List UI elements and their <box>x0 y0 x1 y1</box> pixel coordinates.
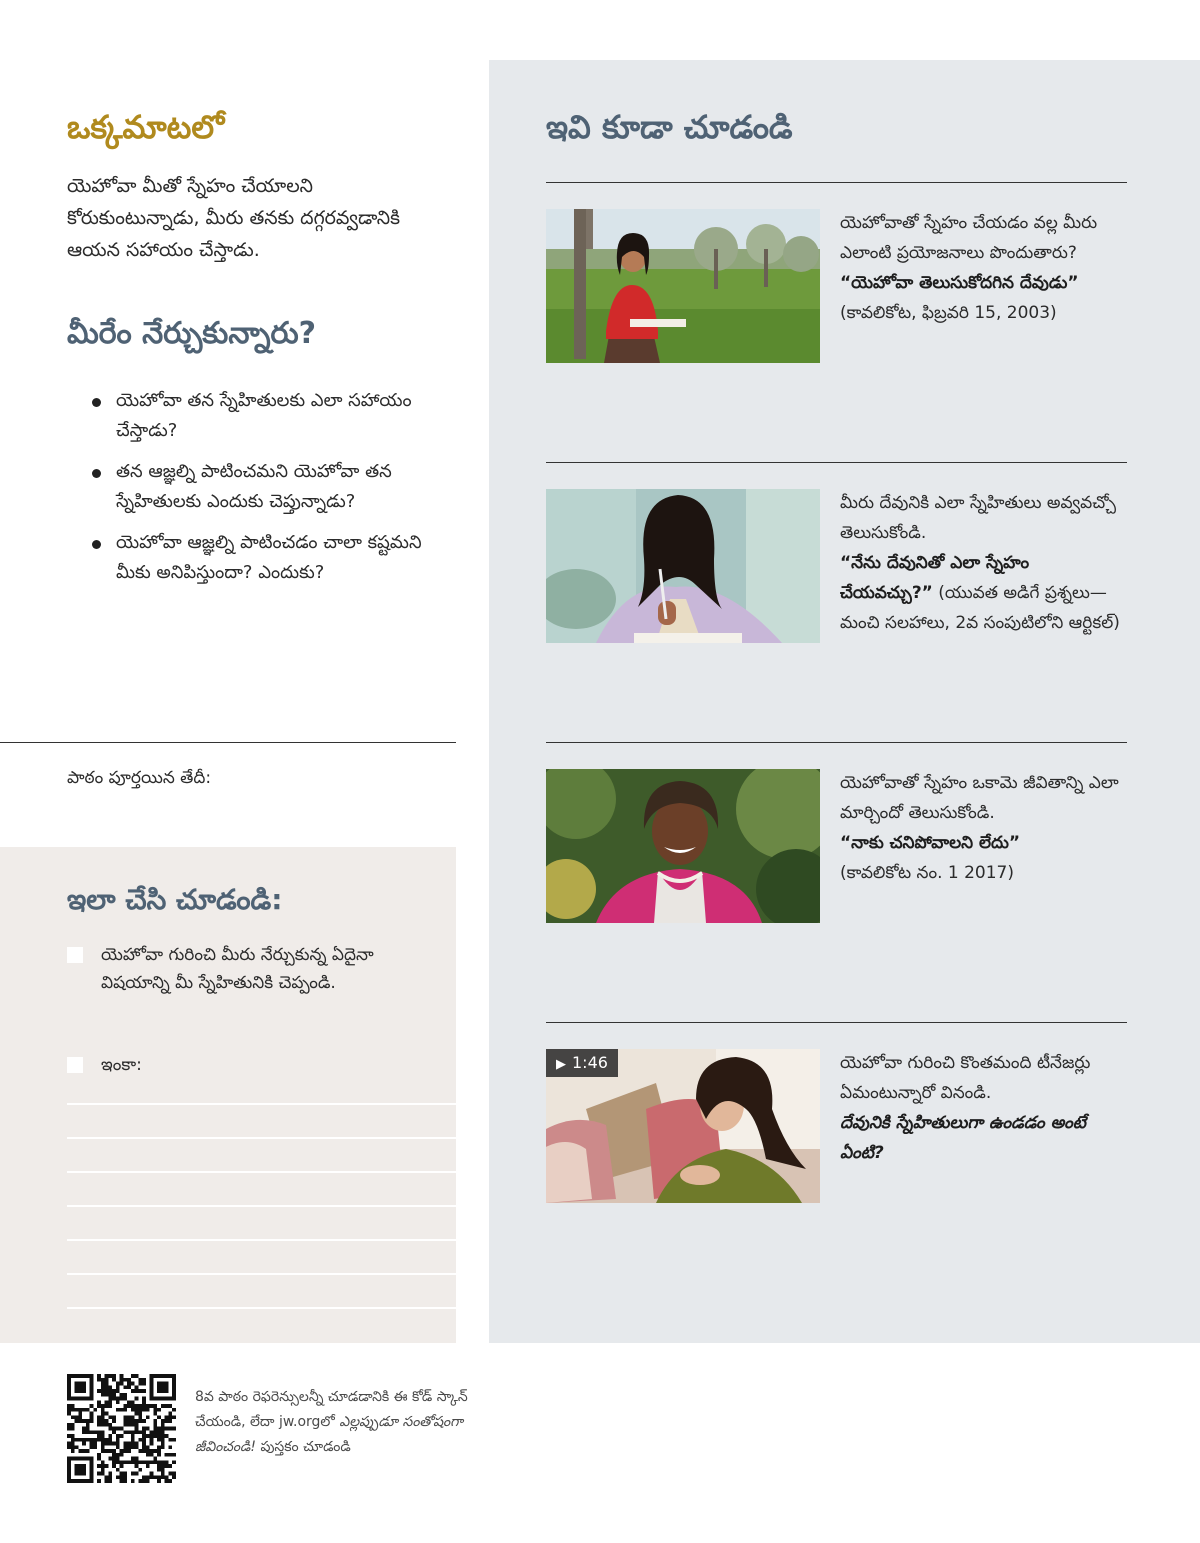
review-question <box>92 457 448 517</box>
try-item-text: యెహోవా గురించి మీరు నేర్చుకున్న ఏదైనా విషయాన్ని మీ స్నేహితునికి చెప్పండి. <box>101 945 374 993</box>
lesson-completed-date-label: పాఠం పూర్తయిన తేదీ: <box>67 768 212 788</box>
footer-note <box>195 1385 495 1460</box>
writing-line[interactable] <box>67 1171 456 1173</box>
try-item-text: ఇంకా: <box>101 1055 142 1075</box>
try-this-heading: ఇలా చేసి చూడండి: <box>67 883 283 916</box>
divider <box>546 182 1127 183</box>
try-item <box>67 941 401 997</box>
learned-heading: మీరేం నేర్చుకున్నారు? <box>67 316 317 351</box>
writing-line[interactable] <box>67 1103 456 1105</box>
footer-book-title: ఎల్లప్పుడూ సంతోషంగా జీవించండి! <box>195 1414 464 1455</box>
writing-line[interactable] <box>67 1137 456 1139</box>
play-icon: ▶ <box>556 1057 566 1072</box>
bullet-icon <box>92 398 101 407</box>
reference-description: మీరు దేవునికి ఎలా స్నేహితులు అవ్వవచ్చో తెలుసుకోండి. <box>840 493 1117 543</box>
review-question-text: యెహోవా ఆజ్ఞల్ని పాటించడం చాలా కష్టమని మీకు అనిపిస్తుందా? ఎందుకు? <box>116 532 422 583</box>
divider <box>0 742 456 743</box>
video-duration-badge <box>546 1049 618 1077</box>
reference-title-link[interactable]: “నాకు చనిపోవాలని లేదు” <box>840 833 1021 853</box>
reference-text <box>840 768 1120 888</box>
try-this-panel <box>0 847 456 1343</box>
reference-title-link[interactable]: “నేను దేవునితో ఎలా స్నేహం చేయవచ్చు?” <box>840 553 1030 603</box>
reference-description: యెహోవా గురించి కొంతమంది టీనేజర్లు ఏమంటున్నారో వినండి. <box>840 1053 1091 1103</box>
reference-text <box>840 1048 1120 1168</box>
see-also-heading: ఇవి కూడా చూడండి <box>546 108 793 146</box>
reference-source: (యువత అడిగే ప్రశ్నలు—మంచి సలహాలు, 2వ సంపుటిలోని ఆర్టికల్) <box>840 583 1120 633</box>
try-item-other <box>67 1051 401 1079</box>
divider <box>546 1022 1127 1023</box>
reference-image-smiling-woman[interactable] <box>546 769 820 923</box>
reference-description: యెహోవాతో స్నేహం ఒకామె జీవితాన్ని ఎలా మార్చిందో తెలుసుకోండి. <box>840 773 1119 823</box>
divider <box>546 462 1127 463</box>
reference-description: యెహోవాతో స్నేహం చేయడం వల్ల మీరు ఎలాంటి ప్రయోజనాలు పొందుతారు? <box>840 213 1098 263</box>
writing-line[interactable] <box>67 1273 456 1275</box>
bullet-icon <box>92 469 101 478</box>
review-question-text: యెహోవా తన స్నేహితులకు ఎలా సహాయం చేస్తాడు? <box>116 390 412 441</box>
checkbox[interactable] <box>67 1057 83 1073</box>
summary-text: యెహోవా మీతో స్నేహం చేయాలని కోరుకుంటున్నాడు, మీరు తనకు దగ్గరవ్వడానికి ఆయన సహాయం చేస్తాడు. <box>67 175 400 261</box>
writing-line[interactable] <box>67 1307 456 1309</box>
checkbox[interactable] <box>67 947 83 963</box>
reference-video-thumbnail[interactable] <box>546 1049 820 1203</box>
reference-text <box>840 208 1120 328</box>
video-duration: 1:46 <box>572 1053 608 1072</box>
reference-title-link[interactable]: దేవునికి స్నేహితులుగా ఉండడం అంటే ఏంటి? <box>840 1113 1086 1163</box>
qr-code-icon[interactable] <box>67 1374 176 1483</box>
reference-source: (కావలికోట నం. 1 2017) <box>840 863 1014 883</box>
writing-line[interactable] <box>67 1205 456 1207</box>
reference-source: (కావలికోట, ఫిబ్రవరి 15, 2003) <box>840 303 1057 323</box>
writing-line[interactable] <box>67 1239 456 1241</box>
reference-image-woman-writing[interactable] <box>546 489 820 643</box>
divider <box>546 742 1127 743</box>
review-question <box>92 528 448 588</box>
reference-image-woman-orchard[interactable] <box>546 209 820 363</box>
reference-text <box>840 488 1120 638</box>
summary-heading: ఒక్కమాటలో <box>67 108 225 146</box>
reference-title-link[interactable]: “యెహోవా తెలుసుకోదగిన దేవుడు” <box>840 273 1079 293</box>
footer-text-line2: పుస్తకం చూడండి <box>260 1439 351 1455</box>
review-question <box>92 386 448 446</box>
bullet-icon <box>92 540 101 549</box>
footer-text-line1: 8వ పాఠం రెఫరెన్సులన్నీ చూడడానికి ఈ కోడ్ స్కాన్ చేయండి, లేదా jw.orgలో <box>195 1389 468 1430</box>
review-question-text: తన ఆజ్ఞల్ని పాటించమని యెహోవా తన స్నేహితులకు ఎందుకు చెప్తున్నాడు? <box>116 461 392 512</box>
review-questions-list <box>92 386 448 599</box>
